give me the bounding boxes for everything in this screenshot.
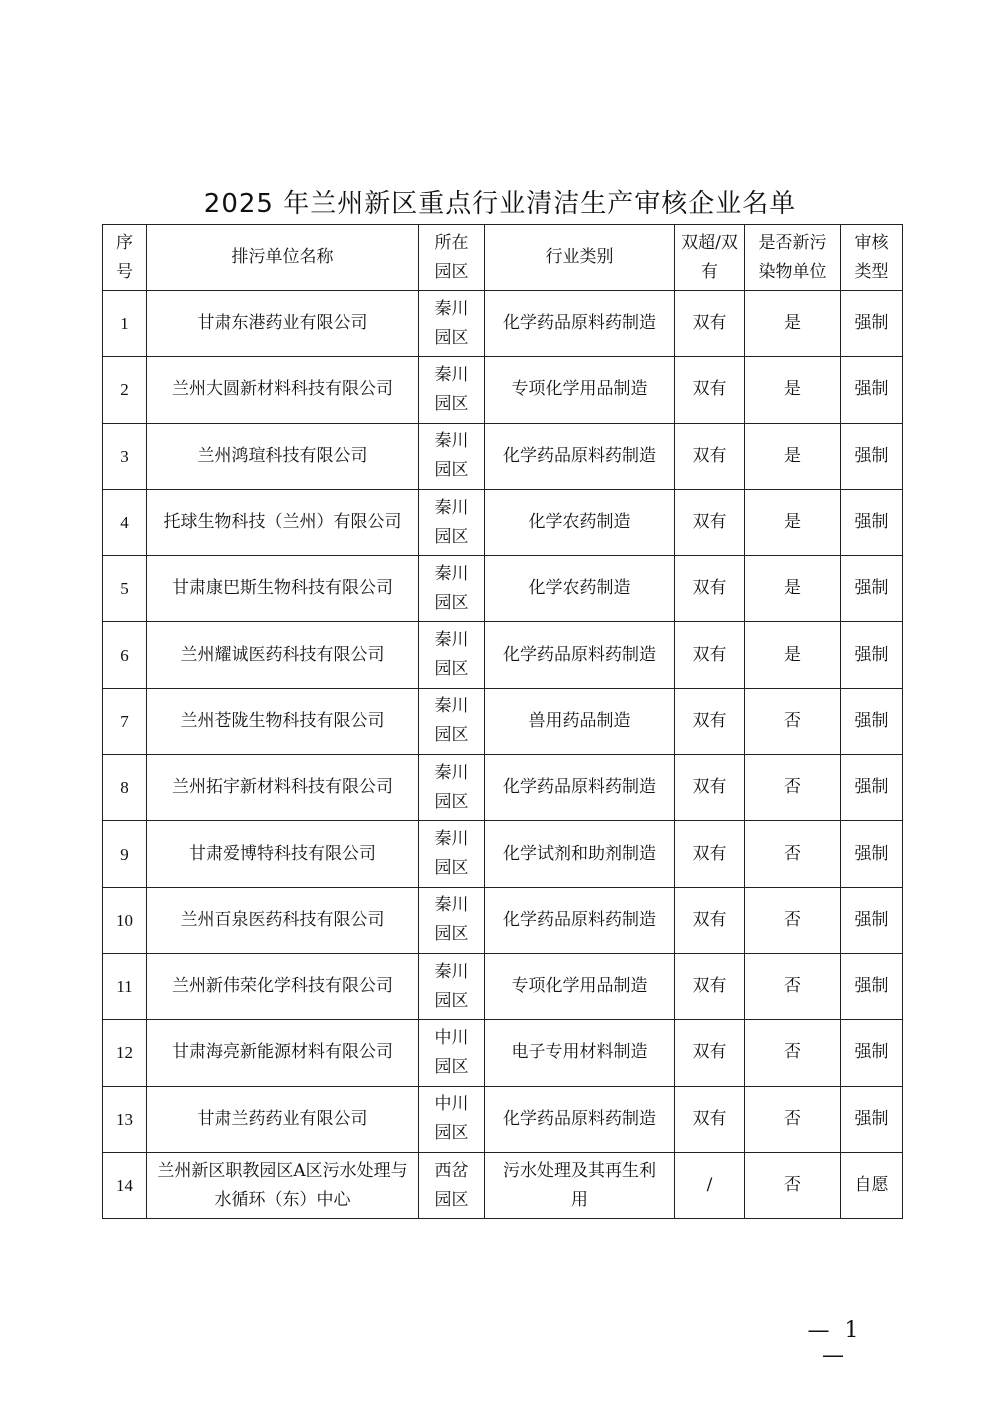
cell-audit-type: 强制 bbox=[841, 489, 903, 555]
header-serial: 序号 bbox=[103, 225, 147, 291]
cell-park: 秦川园区 bbox=[419, 489, 485, 555]
table-row bbox=[103, 953, 903, 1019]
cell-new-pollutant: 否 bbox=[745, 821, 841, 887]
table-row bbox=[103, 622, 903, 688]
cell-industry: 化学药品原料药制造 bbox=[485, 291, 675, 357]
cell-serial: 9 bbox=[103, 821, 147, 887]
cell-serial: 6 bbox=[103, 622, 147, 688]
cell-new-pollutant: 否 bbox=[745, 1152, 841, 1218]
cell-unit-name: 甘肃兰药药业有限公司 bbox=[147, 1086, 419, 1152]
cell-audit-type: 强制 bbox=[841, 1020, 903, 1086]
cell-park: 秦川园区 bbox=[419, 622, 485, 688]
table-row bbox=[103, 556, 903, 622]
cell-unit-name: 兰州拓宇新材料科技有限公司 bbox=[147, 755, 419, 821]
table-row bbox=[103, 423, 903, 489]
cell-double: 双有 bbox=[675, 556, 745, 622]
cell-industry: 化学药品原料药制造 bbox=[485, 755, 675, 821]
cell-new-pollutant: 是 bbox=[745, 357, 841, 423]
cell-unit-name: 甘肃康巴斯生物科技有限公司 bbox=[147, 556, 419, 622]
cell-double: 双有 bbox=[675, 755, 745, 821]
cell-industry: 专项化学用品制造 bbox=[485, 357, 675, 423]
cell-new-pollutant: 否 bbox=[745, 688, 841, 754]
cell-audit-type: 强制 bbox=[841, 755, 903, 821]
cell-industry: 化学药品原料药制造 bbox=[485, 622, 675, 688]
cell-park: 秦川园区 bbox=[419, 556, 485, 622]
cell-double: 双有 bbox=[675, 1086, 745, 1152]
cell-audit-type: 自愿 bbox=[841, 1152, 903, 1218]
cell-double: 双有 bbox=[675, 291, 745, 357]
enterprise-list-table bbox=[102, 224, 903, 1219]
cell-park: 中川园区 bbox=[419, 1020, 485, 1086]
cell-industry: 电子专用材料制造 bbox=[485, 1020, 675, 1086]
cell-serial: 12 bbox=[103, 1020, 147, 1086]
cell-park: 秦川园区 bbox=[419, 688, 485, 754]
cell-park: 中川园区 bbox=[419, 1086, 485, 1152]
table-row bbox=[103, 357, 903, 423]
cell-serial: 11 bbox=[103, 953, 147, 1019]
cell-audit-type: 强制 bbox=[841, 291, 903, 357]
cell-audit-type: 强制 bbox=[841, 821, 903, 887]
cell-serial: 10 bbox=[103, 887, 147, 953]
cell-serial: 1 bbox=[103, 291, 147, 357]
cell-serial: 4 bbox=[103, 489, 147, 555]
cell-unit-name: 甘肃爱博特科技有限公司 bbox=[147, 821, 419, 887]
cell-new-pollutant: 是 bbox=[745, 622, 841, 688]
table-row bbox=[103, 1020, 903, 1086]
cell-new-pollutant: 是 bbox=[745, 556, 841, 622]
cell-double: 双有 bbox=[675, 1020, 745, 1086]
cell-double: / bbox=[675, 1152, 745, 1218]
cell-audit-type: 强制 bbox=[841, 423, 903, 489]
cell-industry: 化学药品原料药制造 bbox=[485, 423, 675, 489]
cell-new-pollutant: 否 bbox=[745, 755, 841, 821]
cell-park: 秦川园区 bbox=[419, 887, 485, 953]
cell-new-pollutant: 否 bbox=[745, 953, 841, 1019]
cell-audit-type: 强制 bbox=[841, 1086, 903, 1152]
header-industry: 行业类别 bbox=[485, 225, 675, 291]
document-title: 2025 年兰州新区重点行业清洁生产审核企业名单 bbox=[203, 189, 797, 219]
cell-unit-name: 甘肃海亮新能源材料有限公司 bbox=[147, 1020, 419, 1086]
cell-audit-type: 强制 bbox=[841, 357, 903, 423]
cell-new-pollutant: 是 bbox=[745, 291, 841, 357]
cell-unit-name: 兰州苍陇生物科技有限公司 bbox=[147, 688, 419, 754]
header-double: 双超/双有 bbox=[675, 225, 745, 291]
cell-audit-type: 强制 bbox=[841, 556, 903, 622]
cell-double: 双有 bbox=[675, 622, 745, 688]
cell-double: 双有 bbox=[675, 821, 745, 887]
table-row bbox=[103, 1152, 903, 1218]
cell-new-pollutant: 否 bbox=[745, 887, 841, 953]
header-unit-name: 排污单位名称 bbox=[147, 225, 419, 291]
cell-audit-type: 强制 bbox=[841, 953, 903, 1019]
cell-serial: 2 bbox=[103, 357, 147, 423]
cell-industry: 专项化学用品制造 bbox=[485, 953, 675, 1019]
cell-unit-name: 兰州耀诚医药科技有限公司 bbox=[147, 622, 419, 688]
cell-serial: 7 bbox=[103, 688, 147, 754]
cell-serial: 13 bbox=[103, 1086, 147, 1152]
header-park: 所在园区 bbox=[419, 225, 485, 291]
cell-industry: 化学药品原料药制造 bbox=[485, 887, 675, 953]
cell-park: 秦川园区 bbox=[419, 291, 485, 357]
cell-industry: 化学农药制造 bbox=[485, 489, 675, 555]
cell-unit-name: 兰州新伟荣化学科技有限公司 bbox=[147, 953, 419, 1019]
cell-serial: 8 bbox=[103, 755, 147, 821]
cell-audit-type: 强制 bbox=[841, 688, 903, 754]
cell-park: 秦川园区 bbox=[419, 423, 485, 489]
cell-double: 双有 bbox=[675, 887, 745, 953]
cell-unit-name: 托球生物科技（兰州）有限公司 bbox=[147, 489, 419, 555]
cell-park: 秦川园区 bbox=[419, 357, 485, 423]
cell-industry: 化学农药制造 bbox=[485, 556, 675, 622]
header-new-pollutant: 是否新污染物单位 bbox=[745, 225, 841, 291]
cell-industry: 污水处理及其再生利用 bbox=[485, 1152, 675, 1218]
cell-industry: 化学药品原料药制造 bbox=[485, 1086, 675, 1152]
cell-unit-name: 兰州鸿瑄科技有限公司 bbox=[147, 423, 419, 489]
table-row bbox=[103, 688, 903, 754]
cell-unit-name: 兰州新区职教园区A区污水处理与水循环（东）中心 bbox=[147, 1152, 419, 1218]
table-row bbox=[103, 1086, 903, 1152]
cell-new-pollutant: 否 bbox=[745, 1086, 841, 1152]
table-row bbox=[103, 887, 903, 953]
table-header-row bbox=[103, 225, 903, 291]
cell-unit-name: 兰州百泉医药科技有限公司 bbox=[147, 887, 419, 953]
cell-park: 西岔园区 bbox=[419, 1152, 485, 1218]
table-row bbox=[103, 489, 903, 555]
cell-double: 双有 bbox=[675, 357, 745, 423]
table-row bbox=[103, 755, 903, 821]
cell-audit-type: 强制 bbox=[841, 887, 903, 953]
cell-unit-name: 兰州大圆新材料科技有限公司 bbox=[147, 357, 419, 423]
table-row bbox=[103, 821, 903, 887]
cell-new-pollutant: 否 bbox=[745, 1020, 841, 1086]
cell-serial: 5 bbox=[103, 556, 147, 622]
table-row bbox=[103, 291, 903, 357]
cell-serial: 14 bbox=[103, 1152, 147, 1218]
cell-park: 秦川园区 bbox=[419, 755, 485, 821]
cell-double: 双有 bbox=[675, 489, 745, 555]
cell-industry: 兽用药品制造 bbox=[485, 688, 675, 754]
header-audit-type: 审核类型 bbox=[841, 225, 903, 291]
cell-serial: 3 bbox=[103, 423, 147, 489]
cell-park: 秦川园区 bbox=[419, 821, 485, 887]
page-number: — 1 — bbox=[807, 1318, 863, 1368]
cell-park: 秦川园区 bbox=[419, 953, 485, 1019]
cell-double: 双有 bbox=[675, 688, 745, 754]
cell-double: 双有 bbox=[675, 953, 745, 1019]
cell-new-pollutant: 是 bbox=[745, 423, 841, 489]
cell-unit-name: 甘肃东港药业有限公司 bbox=[147, 291, 419, 357]
cell-new-pollutant: 是 bbox=[745, 489, 841, 555]
cell-audit-type: 强制 bbox=[841, 622, 903, 688]
cell-double: 双有 bbox=[675, 423, 745, 489]
cell-industry: 化学试剂和助剂制造 bbox=[485, 821, 675, 887]
